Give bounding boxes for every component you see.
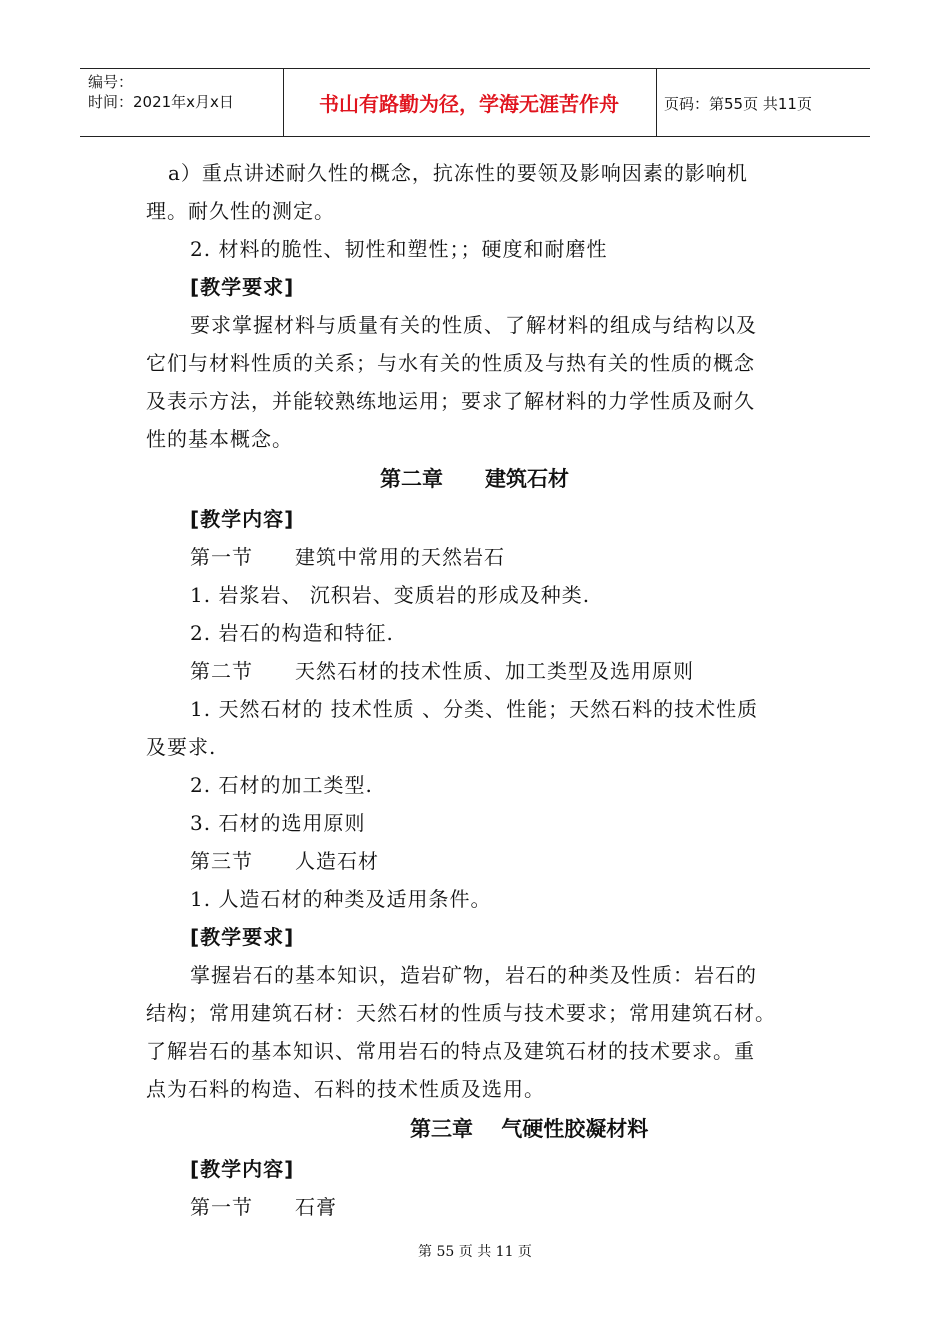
body-line: a）重点讲述耐久性的概念，抗冻性的要领及影响因素的影响机 bbox=[168, 161, 748, 185]
subsection-title: 第三节 人造石材 bbox=[190, 849, 379, 873]
chapter-title: 第二章 建筑石材 bbox=[380, 467, 569, 491]
body-line: 理。耐久性的测定。 bbox=[146, 199, 335, 223]
section-heading: [教学要求] bbox=[190, 275, 295, 299]
page-footer: 第 55 页 共 11 页 bbox=[418, 1244, 532, 1260]
header-motto: 书山有路勤为径，学海无涯苦作舟 bbox=[319, 92, 619, 116]
subsection-title: 第一节 建筑中常用的天然岩石 bbox=[190, 545, 505, 569]
body-line: 及表示方法，并能较熟练地运用；要求了解材料的力学性质及耐久 bbox=[146, 389, 755, 413]
chapter-title: 第三章 气硬性胶凝材料 bbox=[410, 1117, 649, 1141]
header-page-label: 页码：第55页 共11页 bbox=[664, 95, 812, 113]
body-line: 结构；常用建筑石材：天然石材的性质与技术要求；常用建筑石材。 bbox=[146, 1001, 776, 1025]
subsection-title: 第一节 石膏 bbox=[190, 1195, 337, 1219]
body-line: 它们与材料性质的关系；与水有关的性质及与热有关的性质的概念 bbox=[146, 351, 755, 375]
section-heading: [教学要求] bbox=[190, 925, 295, 949]
body-line: 掌握岩石的基本知识，造岩矿物，岩石的种类及性质：岩石的 bbox=[190, 963, 757, 987]
subsection-title: 第二节 天然石材的技术性质、加工类型及选用原则 bbox=[190, 659, 694, 683]
body-line: 1. 天然石材的 技术性质 、分类、性能；天然石料的技术性质 bbox=[190, 697, 759, 721]
body-line: 及要求. bbox=[146, 735, 217, 759]
body-line: 1. 岩浆岩、 沉积岩、变质岩的形成及种类. bbox=[190, 583, 591, 607]
header-time-label: 时间：2021年x月x日 bbox=[88, 93, 234, 111]
section-heading: [教学内容] bbox=[190, 507, 295, 531]
header-number-label: 编号： bbox=[88, 73, 134, 91]
body-line: 2. 石材的加工类型. bbox=[190, 773, 373, 797]
body-line: 点为石料的构造、石料的技术性质及选用。 bbox=[146, 1077, 545, 1101]
body-line: 2. 岩石的构造和特征. bbox=[190, 621, 394, 645]
body-line: 要求掌握材料与质量有关的性质、了解材料的组成与结构以及 bbox=[190, 313, 757, 337]
section-heading: [教学内容] bbox=[190, 1157, 295, 1181]
body-line: 2. 材料的脆性、韧性和塑性；；硬度和耐磨性 bbox=[190, 237, 608, 261]
body-line: 了解岩石的基本知识、常用岩石的特点及建筑石材的技术要求。重 bbox=[146, 1039, 755, 1063]
header-top-rule bbox=[80, 68, 870, 69]
header-bottom-rule bbox=[80, 136, 870, 137]
body-line: 1. 人造石材的种类及适用条件。 bbox=[190, 887, 492, 911]
body-line: 性的基本概念。 bbox=[146, 427, 293, 451]
body-line: 3. 石材的选用原则 bbox=[190, 811, 366, 835]
header-divider-right bbox=[656, 68, 657, 136]
